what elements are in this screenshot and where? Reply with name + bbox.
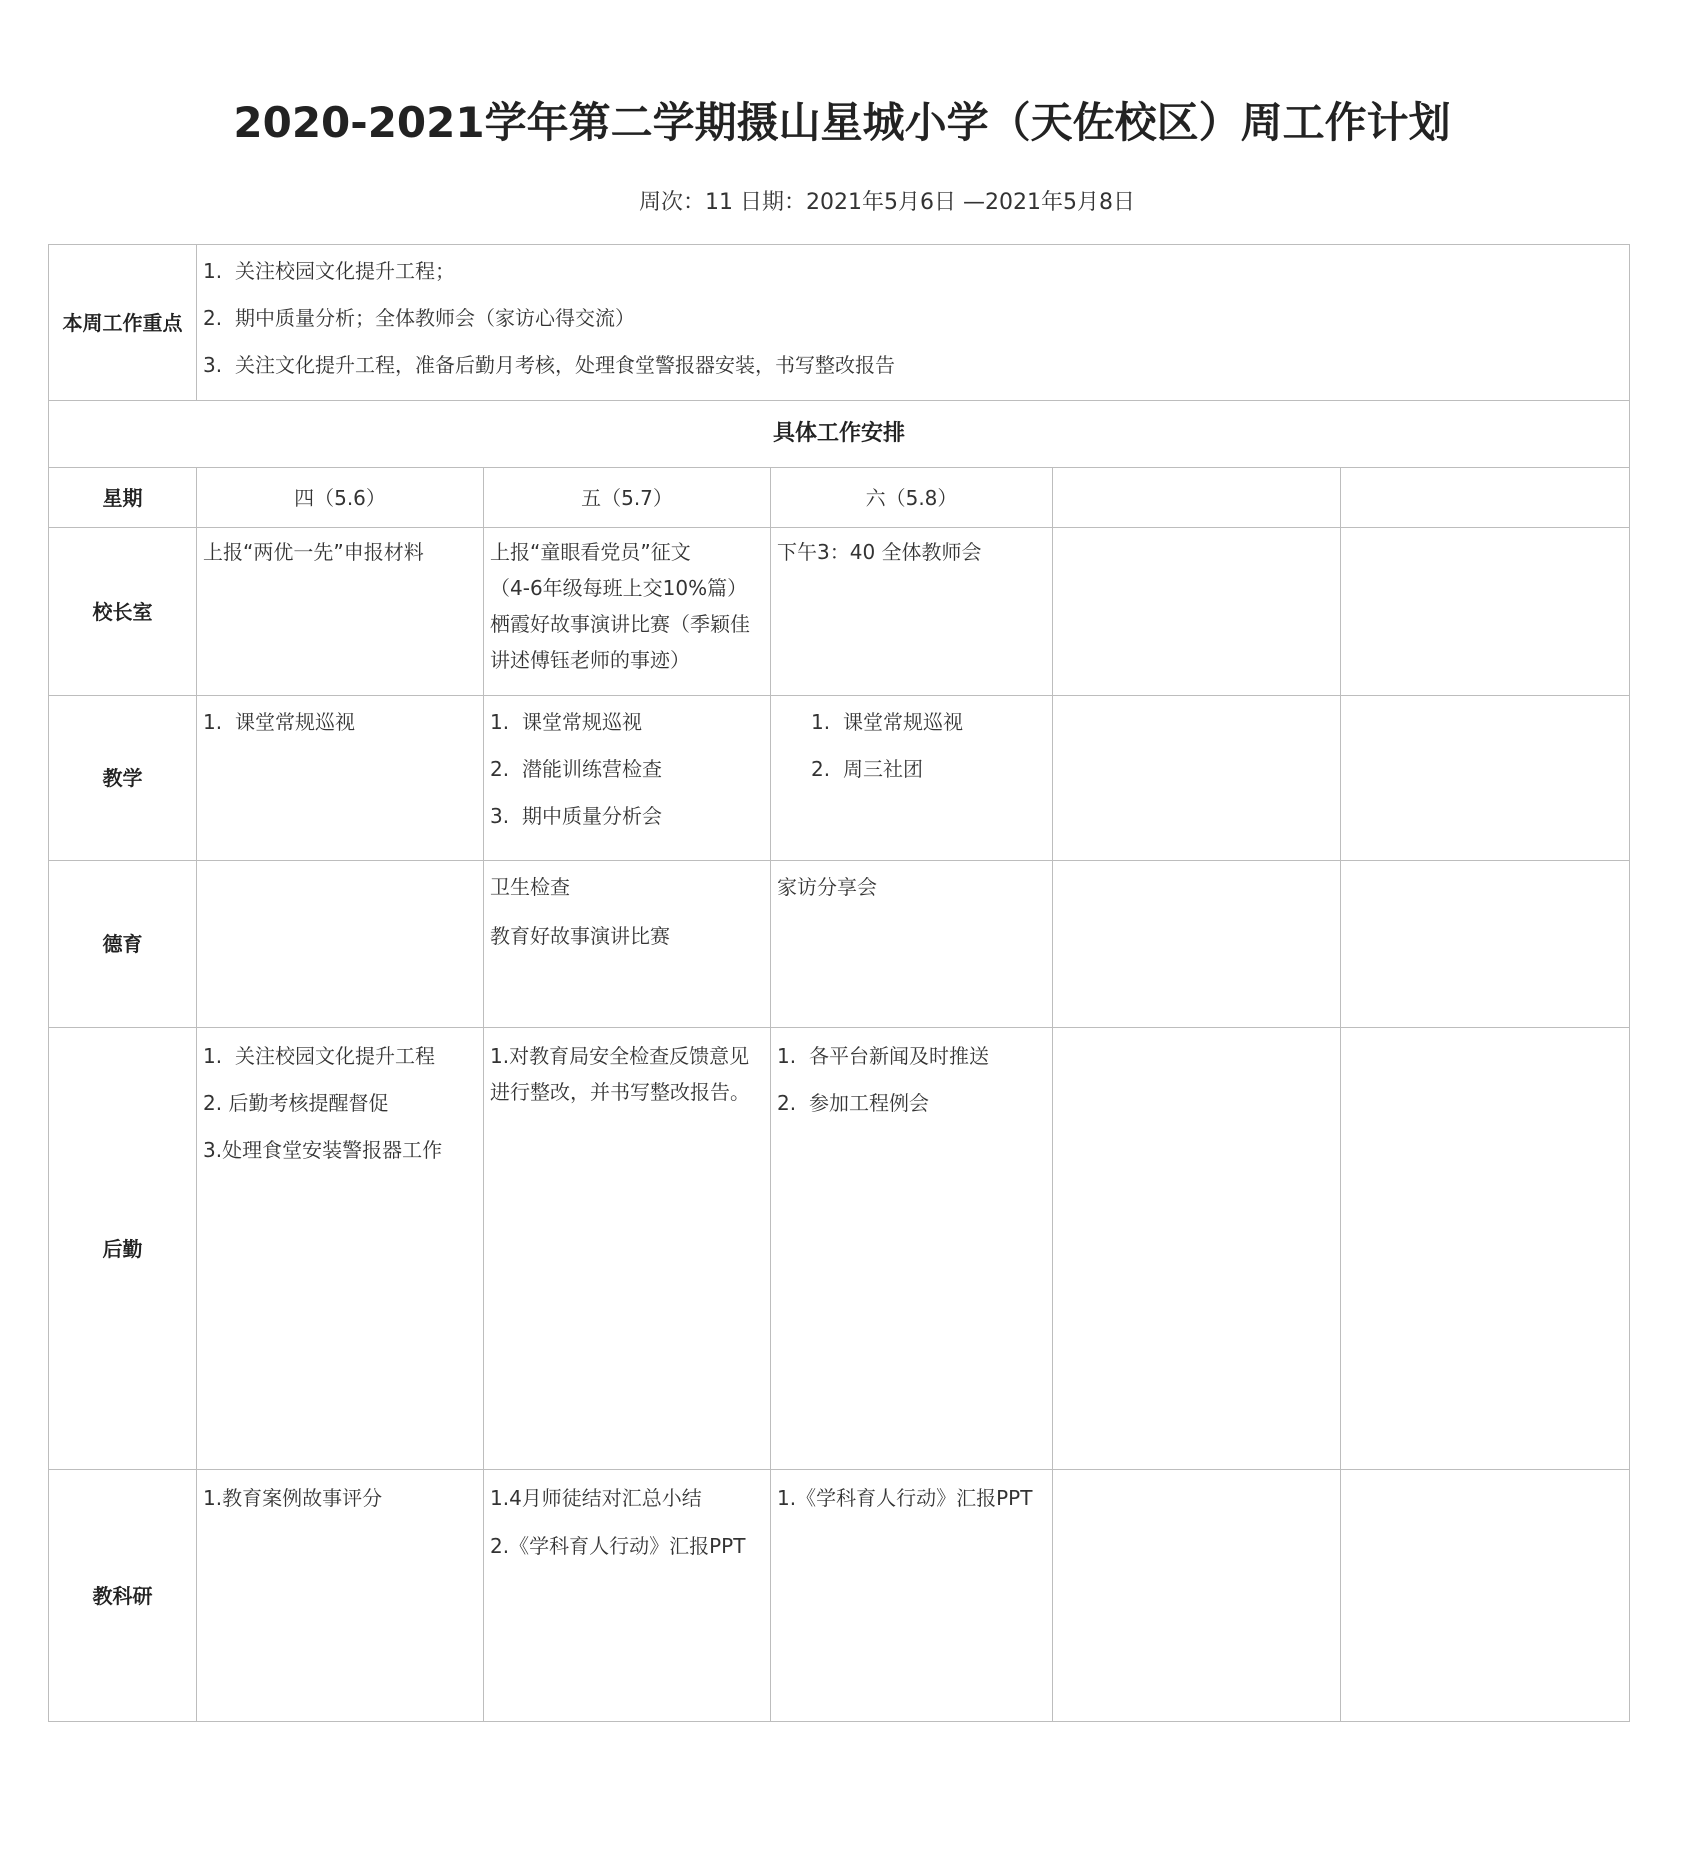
days-header-label: 星期	[49, 468, 197, 528]
list-item-text: 处理食堂安装警报器工作	[222, 1138, 443, 1162]
logistics-day3	[771, 1028, 1053, 1470]
focus-item	[203, 253, 1623, 289]
research-label: 教科研	[49, 1470, 197, 1722]
list-item	[490, 798, 764, 834]
focus-item	[203, 300, 1623, 336]
cell-line: 1.《学科育人行动》汇报PPT	[777, 1486, 1033, 1510]
focus-item-num: 2.	[203, 306, 223, 330]
principal-day1	[197, 528, 484, 696]
list-item	[777, 1038, 1046, 1074]
teaching-day3	[771, 696, 1053, 861]
cell-line: 教育好故事演讲比赛	[490, 924, 670, 948]
teaching-day1	[197, 696, 484, 861]
cell-line: 进行整改，并书写整改报告。	[490, 1080, 750, 1104]
logistics-label: 后勤	[49, 1028, 197, 1470]
section-title: 具体工作安排	[49, 401, 1630, 468]
list-item	[777, 1085, 1046, 1121]
list-item	[490, 751, 764, 787]
days-header-row	[49, 468, 1630, 528]
list-item-num: 2.	[490, 757, 510, 781]
list-item-num: 1.	[777, 1044, 797, 1068]
list-item-num: 2.	[203, 1091, 223, 1115]
moral-row	[49, 861, 1630, 1028]
focus-item-text: 关注文化提升工程，准备后勤月考核，处理食堂警报器安装，书写整改报告	[235, 353, 895, 377]
day-header: 六（5.8）	[771, 468, 1053, 528]
list-item	[490, 704, 764, 740]
cell-line: 家访分享会	[777, 875, 877, 899]
principal-day2	[484, 528, 771, 696]
focus-item	[203, 347, 1623, 383]
research-day1	[197, 1470, 484, 1722]
list-item-text: 各平台新闻及时推送	[809, 1044, 989, 1068]
moral-label: 德育	[49, 861, 197, 1028]
teaching-row	[49, 696, 1630, 861]
teaching-label: 教学	[49, 696, 197, 861]
list-item-num: 2.	[777, 1091, 797, 1115]
list-item	[203, 1132, 477, 1168]
section-title-row	[49, 401, 1630, 468]
list-item	[777, 751, 1046, 787]
research-day2	[484, 1470, 771, 1722]
principal-day5	[1341, 528, 1630, 696]
principal-day4	[1053, 528, 1341, 696]
research-row	[49, 1470, 1630, 1722]
list-item	[203, 1038, 477, 1074]
weekly-plan-table	[48, 244, 1630, 1722]
list-item	[777, 704, 1046, 740]
day-header: 四（5.6）	[197, 468, 484, 528]
day-header: 五（5.7）	[484, 468, 771, 528]
cell-line: 下午3：40 全体教师会	[777, 540, 982, 564]
day-header	[1053, 468, 1341, 528]
page-title: 2020-2021学年第二学期摄山星城小学（天佐校区）周工作计划	[233, 98, 1451, 147]
list-item-num: 2.	[811, 757, 831, 781]
list-item-num: 1.	[203, 710, 223, 734]
focus-row	[49, 245, 1630, 401]
teaching-day5	[1341, 696, 1630, 861]
moral-day1	[197, 861, 484, 1028]
moral-day2	[484, 861, 771, 1028]
cell-line: 栖霞好故事演讲比赛（季颖佳	[490, 612, 750, 636]
focus-item-num: 3.	[203, 353, 223, 377]
cell-line: 2.《学科育人行动》汇报PPT	[490, 1534, 746, 1558]
teaching-day4	[1053, 696, 1341, 861]
list-item-text: 潜能训练营检查	[522, 757, 662, 781]
focus-label: 本周工作重点	[49, 245, 197, 401]
list-item-text: 后勤考核提醒督促	[228, 1091, 389, 1115]
logistics-day5	[1341, 1028, 1630, 1470]
research-day4	[1053, 1470, 1341, 1722]
list-item-num: 1.	[490, 710, 510, 734]
focus-item-text: 期中质量分析；全体教师会（家访心得交流）	[235, 306, 635, 330]
principal-label: 校长室	[49, 528, 197, 696]
moral-day4	[1053, 861, 1341, 1028]
moral-day3	[771, 861, 1053, 1028]
cell-line: 1.对教育局安全检查反馈意见	[490, 1044, 750, 1068]
logistics-row	[49, 1028, 1630, 1470]
list-item-text: 期中质量分析会	[522, 804, 662, 828]
focus-content	[197, 245, 1630, 401]
focus-item-num: 1.	[203, 259, 223, 283]
cell-line: （4-6年级每班上交10%篇）	[490, 576, 748, 600]
cell-line: 卫生检查	[490, 875, 570, 899]
list-item-num: 1.	[811, 710, 831, 734]
list-item	[203, 1085, 477, 1121]
logistics-day2	[484, 1028, 771, 1470]
cell-line: 上报“童眼看党员”征文	[490, 540, 691, 564]
list-item-text: 参加工程例会	[809, 1091, 929, 1115]
list-item-text: 课堂常规巡视	[235, 710, 355, 734]
list-item-num: 3.	[490, 804, 510, 828]
list-item-num: 3.	[203, 1138, 223, 1162]
logistics-day1	[197, 1028, 484, 1470]
research-day5	[1341, 1470, 1630, 1722]
list-item-num: 1.	[203, 1044, 223, 1068]
cell-line: 1.教育案例故事评分	[203, 1486, 383, 1510]
week-info: 周次：11 日期：2021年5月6日 —2021年5月8日	[639, 190, 1135, 215]
logistics-day4	[1053, 1028, 1341, 1470]
cell-line: 1.4月师徒结对汇总小结	[490, 1486, 702, 1510]
list-item-text: 周三社团	[843, 757, 923, 781]
cell-line: 讲述傅钰老师的事迹）	[490, 648, 690, 672]
principal-day3	[771, 528, 1053, 696]
teaching-day2	[484, 696, 771, 861]
list-item-text: 课堂常规巡视	[843, 710, 963, 734]
list-item-text: 课堂常规巡视	[522, 710, 642, 734]
research-day3	[771, 1470, 1053, 1722]
principal-row	[49, 528, 1630, 696]
focus-item-text: 关注校园文化提升工程；	[235, 259, 455, 283]
day-header	[1341, 468, 1630, 528]
list-item	[203, 704, 477, 740]
cell-line: 上报“两优一先”申报材料	[203, 540, 424, 564]
moral-day5	[1341, 861, 1630, 1028]
list-item-text: 关注校园文化提升工程	[235, 1044, 435, 1068]
